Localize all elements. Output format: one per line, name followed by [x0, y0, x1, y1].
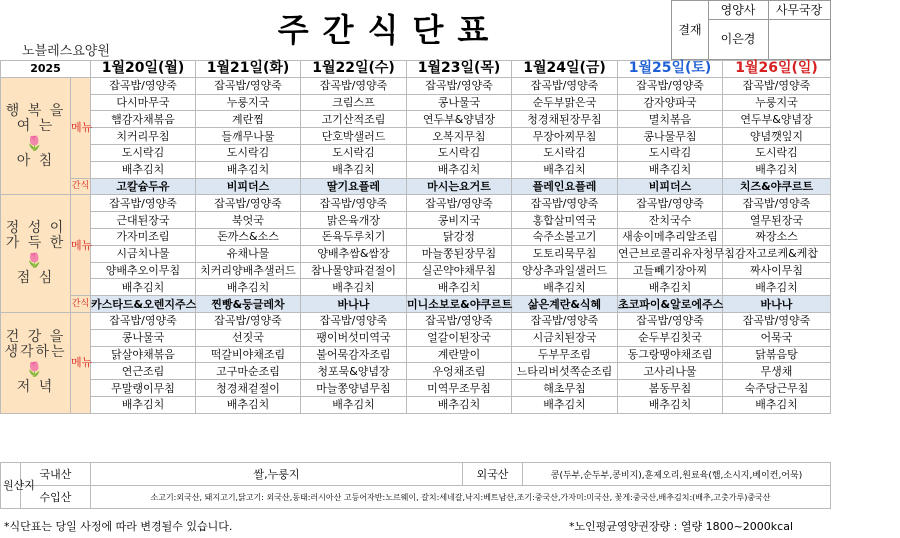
lunch-label	[1, 195, 71, 313]
change-notice: *식단표는 당일 사정에 따라 변경될수 있습니다.	[4, 520, 233, 533]
menu-item: 시금치된장국	[512, 329, 618, 346]
meal-slogan-line: 건 강 을	[5, 329, 66, 346]
snack-row	[1, 178, 831, 195]
menu-item: 닭살야채볶음	[91, 346, 196, 363]
menu-item: 참나물양파겉절이	[301, 262, 407, 279]
menu-item: 양배추쌈&쌈장	[301, 245, 407, 262]
menu-item: 계란말이	[407, 346, 512, 363]
facility-name: 노블레스요양원	[22, 44, 110, 59]
import-value: 소고기:외국산, 돼지고기,닭고기: 외국산,동태:러시아산 고등어자반:노르웨이, 갈치:세네갈,낙지:베트남산,조기:중국산,가자미:미국산, 꽃게:중국산,배추김치:(배추,고춧가루)중국산	[91, 486, 831, 509]
menu-item: 잡곡밥/영양죽	[301, 195, 407, 212]
menu-item: 배추김치	[512, 396, 618, 413]
menu-item: 숙주소불고기	[512, 228, 618, 245]
menu-item: 도시락김	[91, 144, 196, 161]
menu-item: 감자양파국	[618, 94, 723, 111]
menu-item: 배추김치	[301, 396, 407, 413]
menu-item: 맑은육개장	[301, 212, 407, 229]
menu-row	[1, 346, 831, 363]
menu-item: 무생채	[723, 363, 831, 380]
menu-item: 잡곡밥/영양죽	[301, 312, 407, 329]
approval-label: 결재	[672, 1, 709, 59]
menu-item: 잡곡밥/영양죽	[196, 195, 301, 212]
snack-item: 미니소보로&야쿠르트	[407, 297, 513, 311]
menu-row	[1, 94, 831, 111]
menu-row	[1, 161, 831, 178]
menu-item: 봄동무침	[618, 380, 723, 397]
menu-item: 배추김치	[91, 279, 196, 296]
menu-item: 연두부&양념장	[723, 111, 831, 128]
menu-item: 실곤약야채무침	[407, 262, 512, 279]
menu-item: 홍합살미역국	[512, 212, 618, 229]
menu-row	[1, 279, 831, 296]
snack-tag: 간식	[71, 178, 91, 195]
menu-item: 배추김치	[512, 279, 618, 296]
approval-col-manager: 사무국장	[768, 1, 830, 20]
menu-item: 순두부맑은국	[512, 94, 618, 111]
menu-item: 잔치국수	[618, 212, 723, 229]
meal-slogan-line: 생각하는	[4, 344, 67, 361]
menu-item: 어묵국	[723, 329, 831, 346]
menu-tag: 메뉴	[71, 195, 91, 296]
menu-row	[1, 128, 831, 145]
menu-item: 잡곡밥/영양죽	[407, 312, 512, 329]
menu-row	[1, 77, 831, 94]
approval-box	[671, 0, 831, 60]
menu-item: 크림스프	[301, 94, 407, 111]
menu-row	[1, 245, 831, 262]
menu-item: 도시락김	[407, 144, 512, 161]
menu-item: 마늘쫑된장무침	[407, 245, 512, 262]
snack-item: 플레인요플레	[512, 178, 618, 195]
menu-item: 팽이버섯미역국	[301, 329, 407, 346]
menu-item: 느타리버섯쪽순조림	[512, 363, 618, 380]
menu-row	[1, 312, 831, 329]
menu-item: 잡곡밥/영양죽	[91, 77, 196, 94]
origin-label: 원산지	[1, 463, 21, 509]
menu-row	[1, 380, 831, 397]
snack-item: 찐빵&둥글레차	[196, 296, 301, 313]
menu-item: 배추김치	[91, 161, 196, 178]
menu-item: 불어묵감자조림	[301, 346, 407, 363]
menu-item: 떡갈비야채조림	[196, 346, 301, 363]
menu-item: 치커리양배추샐러드	[196, 262, 301, 279]
menu-item: 시금치나물	[91, 245, 196, 262]
menu-item: 잡곡밥/영양죽	[618, 195, 723, 212]
menu-item: 잡곡밥/영양죽	[723, 312, 831, 329]
menu-item: 잡곡밥/영양죽	[512, 77, 618, 94]
menu-item: 고사리나물	[618, 363, 723, 380]
menu-item: 연근브로콜리유자청무침	[618, 247, 735, 261]
menu-item: 고구마순조림	[196, 363, 301, 380]
snack-row	[1, 296, 831, 313]
menu-item: 닭볶음탕	[723, 346, 831, 363]
menu-item: 배추김치	[723, 279, 831, 296]
snack-item: 카스타드&오렌지주스	[91, 297, 197, 311]
menu-item: 계란찜	[196, 111, 301, 128]
menu-item: 양상추과일샐러드	[512, 262, 618, 279]
menu-item: 잡곡밥/영양죽	[723, 77, 831, 94]
day-header: 1월25일(토)	[618, 61, 723, 78]
day-header: 1월22일(수)	[301, 61, 407, 78]
menu-item: 들깨무나물	[196, 128, 301, 145]
foreign-label: 외국산	[463, 463, 523, 486]
tulip-icon: 🌷	[25, 135, 46, 152]
snack-item: 치즈&야쿠르트	[723, 178, 831, 195]
domestic-label: 국내산	[21, 463, 91, 486]
domestic-value: 쌀,누룽지	[91, 463, 463, 486]
snack-item: 딸기요플레	[301, 178, 407, 195]
menu-item: 멸치볶음	[618, 111, 723, 128]
menu-item: 콩나물국	[91, 329, 196, 346]
menu-item: 잡곡밥/영양죽	[618, 312, 723, 329]
snack-item: 바나나	[723, 296, 831, 313]
menu-row	[1, 144, 831, 161]
dinner-label	[1, 312, 71, 413]
menu-item: 선짓국	[196, 329, 301, 346]
day-header-row	[1, 61, 831, 78]
menu-item: 누룽지국	[723, 94, 831, 111]
menu-item: 열무된장국	[723, 212, 831, 229]
day-header: 1월20일(월)	[91, 61, 196, 78]
menu-item: 청경채겉절이	[196, 380, 301, 397]
menu-row	[1, 228, 831, 245]
menu-item: 근대된장국	[91, 212, 196, 229]
meal-slogan-line: 행 복 을	[5, 102, 66, 119]
approval-signer: 이은경	[708, 19, 769, 59]
menu-item: 무장아찌무침	[512, 128, 618, 145]
meal-slogan-line: 정 성 이	[5, 220, 66, 237]
approval-col-dietitian: 영양사	[708, 1, 769, 20]
menu-item: 배추김치	[196, 161, 301, 178]
snack-tag: 간식	[71, 296, 91, 313]
year-label: 2025	[1, 61, 91, 78]
menu-item: 가자미조림	[91, 228, 196, 245]
menu-item: 청경채된장무침	[512, 111, 618, 128]
meal-slogan-line: 가 득 한	[5, 235, 66, 252]
menu-row	[1, 111, 831, 128]
menu-item: 도시락김	[301, 144, 407, 161]
meal-name: 점 심	[16, 270, 55, 287]
menu-item: 돈까스&소스	[196, 228, 301, 245]
menu-tag: 메뉴	[71, 77, 91, 178]
tulip-icon: 🌷	[25, 253, 46, 270]
meal-name: 아 침	[16, 152, 55, 169]
menu-item: 도시락김	[618, 144, 723, 161]
menu-item: 배추김치	[723, 396, 831, 413]
menu-item: 햄감자채볶음	[91, 111, 196, 128]
menu-item: 두부무조림	[512, 346, 618, 363]
menu-item: 다시마무국	[91, 94, 196, 111]
menu-item: 동그랑땡야채조림	[618, 346, 723, 363]
day-header: 1월24일(금)	[512, 61, 618, 78]
menu-item: 도시락김	[723, 144, 831, 161]
menu-item: 고들빼기장아찌	[618, 262, 723, 279]
menu-table	[0, 60, 831, 414]
menu-item: 잡곡밥/영양죽	[91, 312, 196, 329]
menu-item: 도시락김	[512, 144, 618, 161]
menu-row	[1, 396, 831, 413]
menu-item: 배추김치	[618, 161, 723, 178]
menu-item: 숙주당근무침	[723, 380, 831, 397]
breakfast-label	[1, 77, 71, 195]
menu-item: 배추김치	[301, 279, 407, 296]
menu-item: 잡곡밥/영양죽	[196, 77, 301, 94]
menu-item: 연근조림	[91, 363, 196, 380]
menu-row	[1, 212, 831, 229]
menu-item: 단호박샐러드	[301, 128, 407, 145]
menu-item: 미역무조무침	[407, 380, 512, 397]
menu-item: 누룽지국	[196, 94, 301, 111]
menu-item: 배추김치	[196, 279, 301, 296]
menu-item: 고기산적조림	[301, 111, 407, 128]
menu-item: 도토리묵무침	[512, 245, 618, 262]
menu-item: 배추김치	[196, 396, 301, 413]
snack-item: 바나나	[301, 296, 407, 313]
menu-item: 청포묵&양념장	[301, 363, 407, 380]
menu-item: 짜장소스	[723, 228, 831, 245]
menu-item: 배추김치	[407, 279, 512, 296]
menu-item: 배추김치	[407, 161, 512, 178]
menu-item: 잡곡밥/영양죽	[407, 77, 512, 94]
menu-item: 닭강정	[407, 228, 512, 245]
menu-item: 배추김치	[618, 279, 723, 296]
snack-item: 비피더스	[618, 178, 723, 195]
meal-slogan-line: 여 는	[16, 117, 55, 134]
menu-row	[1, 329, 831, 346]
meal-name: 저 녁	[16, 379, 55, 396]
menu-item: 양념깻잎지	[723, 128, 831, 145]
menu-item: 북엇국	[196, 212, 301, 229]
snack-item: 마시는요거트	[407, 178, 512, 195]
menu-row	[1, 195, 831, 212]
menu-item: 도시락김	[196, 144, 301, 161]
menu-item: 양배추오이무침	[91, 262, 196, 279]
menu-item: 콩나물국	[407, 94, 512, 111]
menu-item: 잡곡밥/영양죽	[512, 312, 618, 329]
menu-item: 배추김치	[723, 161, 831, 178]
menu-item: 잡곡밥/영양죽	[512, 195, 618, 212]
menu-item: 배추김치	[618, 396, 723, 413]
menu-item: 잡곡밥/영양죽	[723, 195, 831, 212]
snack-item: 초코파이&알로에주스	[618, 297, 724, 311]
day-header: 1월23일(목)	[407, 61, 512, 78]
menu-item: 치커리무침	[91, 128, 196, 145]
menu-item: 배추김치	[407, 396, 512, 413]
menu-item: 감자고로케&케찹	[723, 245, 831, 262]
snack-item: 삶은계란&식혜	[512, 296, 618, 313]
snack-item: 고칼슘두유	[91, 178, 196, 195]
menu-item: 유채나물	[196, 245, 301, 262]
menu-item: 잡곡밥/영양죽	[618, 77, 723, 94]
menu-item: 해초무침	[512, 380, 618, 397]
menu-item: 우엉채조림	[407, 363, 512, 380]
menu-item: 마늘쫑양념무침	[301, 380, 407, 397]
menu-item: 잡곡밥/영양죽	[407, 195, 512, 212]
menu-item: 짜사이무침	[723, 262, 831, 279]
menu-row	[1, 262, 831, 279]
snack-item: 비피더스	[196, 178, 301, 195]
tulip-icon: 🌷	[25, 362, 46, 379]
menu-item: 잡곡밥/영양죽	[301, 77, 407, 94]
menu-item: 배추김치	[91, 396, 196, 413]
menu-item: 오복지무침	[407, 128, 512, 145]
day-header: 1월26일(일)	[723, 61, 831, 78]
menu-item: 새송이메추리알조림	[618, 228, 723, 245]
menu-item: 콩비지국	[407, 212, 512, 229]
menu-item: 콩나물무침	[618, 128, 723, 145]
menu-item: 잡곡밥/영양죽	[196, 312, 301, 329]
menu-row	[1, 363, 831, 380]
import-label: 수입산	[21, 486, 91, 509]
menu-item: 돈육두루치기	[301, 228, 407, 245]
menu-item: 얼갈이된장국	[407, 329, 512, 346]
menu-tag: 메뉴	[71, 312, 91, 413]
nutrition-notice: *노인평균영양권장량 : 열량 1800~2000kcal	[569, 520, 794, 533]
menu-item: 무말랭이무침	[91, 380, 196, 397]
origin-table	[0, 462, 831, 509]
day-header: 1월21일(화)	[196, 61, 301, 78]
menu-item: 배추김치	[301, 161, 407, 178]
menu-item: 연두부&양념장	[407, 111, 512, 128]
menu-item: 배추김치	[512, 161, 618, 178]
page-title: 주간식단표	[277, 11, 503, 49]
menu-item: 잡곡밥/영양죽	[91, 195, 196, 212]
foreign-value: 콩(두부,순두부,콩비지),훈제오리,원료육(햄,소시지,베이컨,어묵)	[523, 463, 831, 486]
menu-item: 순두부김칫국	[618, 329, 723, 346]
